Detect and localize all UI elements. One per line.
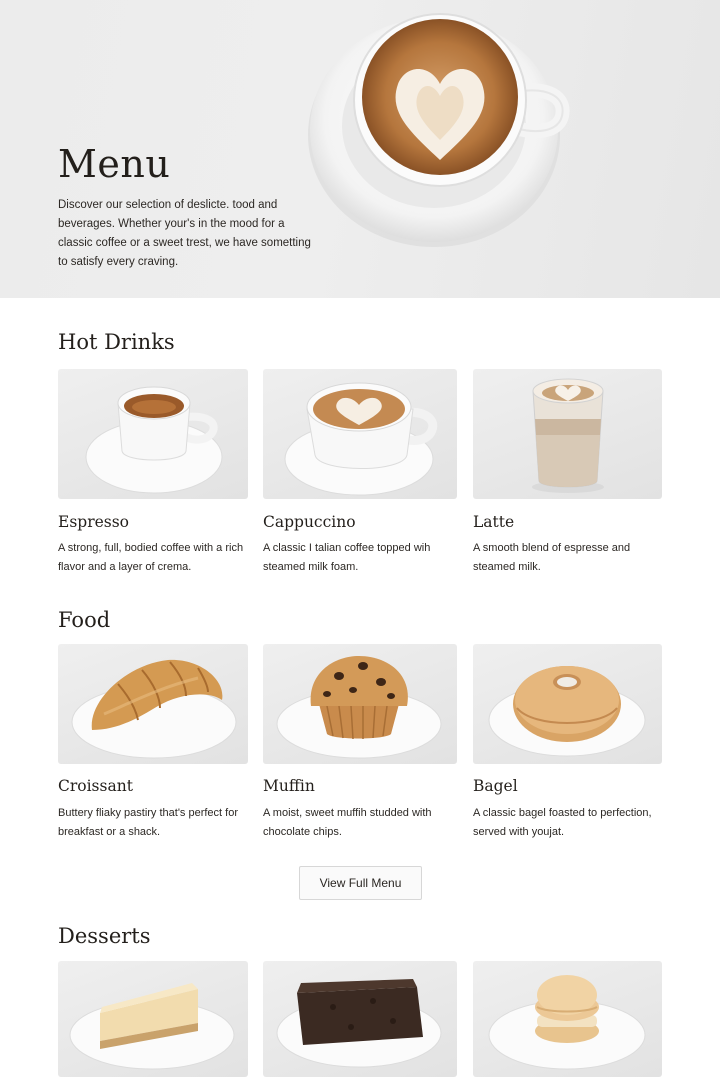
item-name: Cappuccino [263, 513, 356, 531]
section-title-hot-drinks: Hot Drinks [58, 330, 175, 354]
macaron-image-frame [473, 961, 662, 1077]
menu-item-brownie[interactable] [263, 961, 457, 1077]
item-description: A strong, full, bodied coffee with a rich flavor and a layer of crema. [58, 542, 244, 573]
item-name: Croissant [58, 777, 133, 795]
menu-item-espresso[interactable] [58, 369, 248, 573]
item-description: A moist, sweet muffih studded with chocolate chips. [263, 807, 432, 838]
muffin-image-frame [263, 644, 457, 764]
view-full-menu-button[interactable]: View Full Menu [299, 866, 422, 900]
croissant-image [58, 644, 248, 764]
latte-glass-image [473, 369, 662, 499]
espresso-image-frame [58, 369, 248, 499]
menu-item-cappuccino[interactable] [263, 369, 457, 573]
menu-item-croissant[interactable] [58, 644, 248, 838]
macaron-image [473, 961, 662, 1077]
cappuccino-cup-image [263, 369, 457, 499]
menu-item-macaron[interactable] [473, 961, 662, 1077]
hero-description: Discover our selection of deslicte. tood and beverages. Whether your's in the mood for a classic coffee or a sweet trest, we have sometting to satisfy every craving. [58, 199, 311, 268]
muffin-image [263, 644, 457, 764]
item-description: A classic I talian coffee topped wih steamed milk foam. [263, 542, 431, 573]
item-description: Buttery fliaky pastiry that's perfect for breakfast or a shack. [58, 807, 239, 838]
hero-section [0, 0, 720, 298]
page-title: Menu [58, 142, 171, 186]
cheesecake-image-frame [58, 961, 248, 1077]
menu-item-cheesecake[interactable] [58, 961, 248, 1077]
menu-item-muffin[interactable] [263, 644, 457, 838]
item-description: A smooth blend of espresse and steamed milk. [473, 542, 631, 573]
menu-item-bagel[interactable] [473, 644, 662, 838]
latte-art-cup-image [300, 0, 720, 298]
cheesecake-image [58, 961, 248, 1077]
espresso-cup-image [58, 369, 248, 499]
brownie-image-frame [263, 961, 457, 1077]
section-title-food: Food [58, 608, 111, 632]
cappuccino-image-frame [263, 369, 457, 499]
bagel-image [473, 644, 662, 764]
brownie-image [263, 961, 457, 1077]
menu-item-latte[interactable] [473, 369, 662, 573]
section-title-desserts: Desserts [58, 924, 151, 948]
item-name: Bagel [473, 777, 518, 795]
item-name: Muffin [263, 777, 315, 795]
item-name: Latte [473, 513, 515, 531]
bagel-image-frame [473, 644, 662, 764]
item-description: A classic bagel foasted to perfection, served with youjat. [473, 807, 652, 838]
latte-image-frame [473, 369, 662, 499]
croissant-image-frame [58, 644, 248, 764]
item-name: Espresso [58, 513, 130, 531]
